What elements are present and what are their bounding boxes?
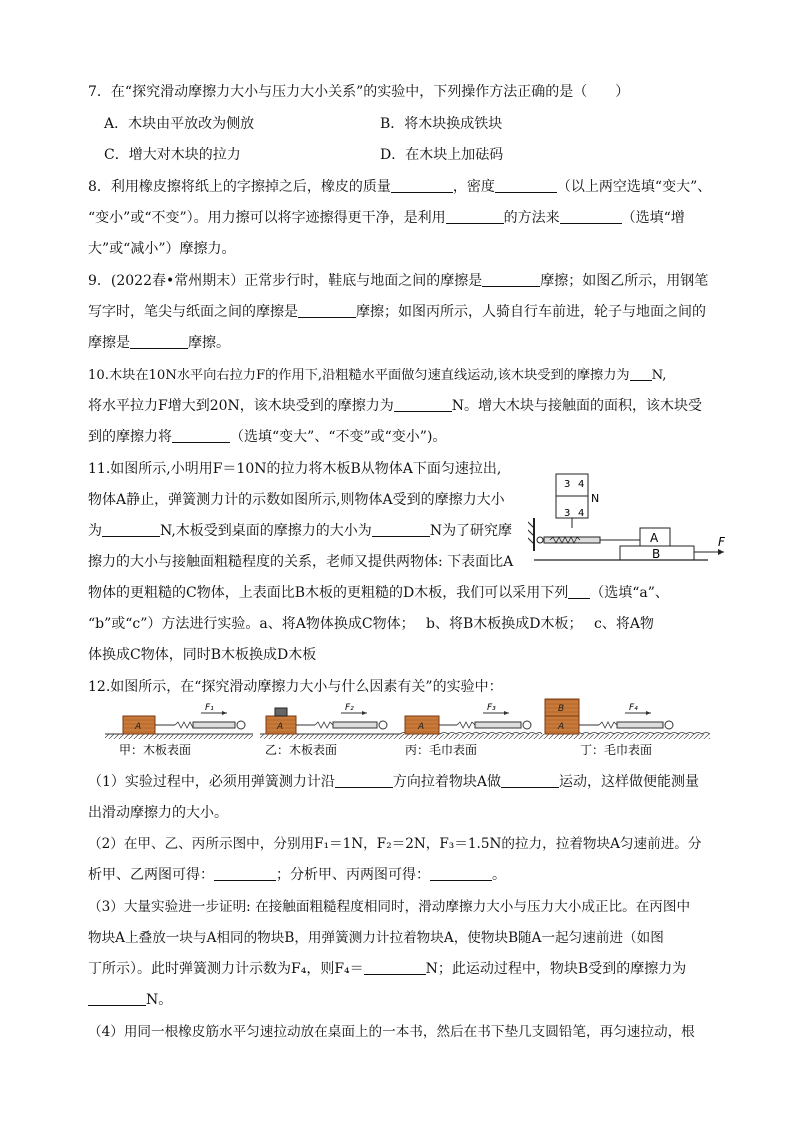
q7-option-d: D．在木块上加砝码	[380, 147, 504, 163]
q9-text: 摩擦；如图丙所示，人骑自行车前进，轮子与地面之间的	[356, 304, 706, 320]
spring-scale	[617, 722, 663, 728]
q12-text: （1）实验过程中，必须用弹簧测力计沿	[88, 774, 335, 790]
answer-blank[interactable]	[391, 177, 453, 193]
q10-text: N,	[651, 368, 667, 383]
answer-blank[interactable]	[214, 865, 276, 881]
q12-text: N。	[146, 992, 173, 1008]
q11-line-1: 11.如图所示,小明用F＝10N的拉力将木板B从物体A下面匀速拉出,	[88, 461, 502, 477]
q11-line-3	[88, 521, 512, 541]
scale-unit-label: N	[591, 492, 600, 505]
q9-line-2	[88, 302, 706, 322]
q9-text: 摩擦；如图乙所示，用钢笔	[540, 273, 709, 289]
board-surface	[105, 734, 253, 739]
answer-blank[interactable]	[364, 959, 426, 975]
answer-blank[interactable]	[430, 865, 492, 881]
answer-blank[interactable]	[372, 521, 430, 537]
spring-scale	[193, 722, 235, 728]
q11-text: N为了研究摩	[429, 523, 513, 539]
q7-option-a: A．木块由平放改为侧放	[104, 116, 255, 132]
answer-blank[interactable]	[335, 772, 393, 788]
figure-yi	[260, 703, 400, 757]
q10-text: 10.木块在10N水平向右拉力F的作用下,沿粗糙水平面做匀速直线运动,该木块受到的摩擦力为	[88, 368, 630, 383]
q12-part3-line-2: 物块A上叠放一块与A相同的物块B，用弹簧测力计拉着物块A，使物块B随A一起匀速前进（如图	[88, 930, 664, 946]
caption-yi: 乙：木板表面	[265, 743, 338, 757]
q11-text: 为	[88, 523, 102, 539]
q12-part1-line-2: 出滑动摩擦力的大小。	[88, 805, 228, 821]
q9-text: 摩擦。	[188, 335, 230, 351]
answer-blank[interactable]	[495, 177, 557, 193]
q12-text: ；分析甲、丙两图可得：	[276, 867, 430, 883]
force-label: F₄	[629, 703, 638, 713]
answer-blank[interactable]	[630, 365, 652, 381]
towel-surface	[400, 734, 550, 739]
board-b-label: B	[652, 547, 661, 561]
q9-text: 写字时，笔尖与纸面之间的摩擦是	[88, 304, 298, 320]
force-label: F₂	[345, 703, 354, 713]
q12-text: 运动，这样做便能测量	[559, 774, 700, 790]
q8-text: 的方法来	[503, 210, 560, 226]
q11-text: 物体的更粗糙的C物体，上表面比B木板的更粗糙的D木板，我们可以采用下列	[88, 585, 569, 601]
q12-part2-line-1: （2）在甲、乙、丙所示图中，分别用F₁＝1N，F₂＝2N，F₃＝1.5N的拉力，拉着物块A匀速前进。分	[88, 836, 702, 852]
q11-line-7: 体换成C物体，同时B木板换成D木板	[88, 647, 317, 663]
block-a-label: A	[135, 722, 142, 732]
q12-text: 方向拉着物块A做	[392, 774, 502, 790]
q8-line-2	[88, 208, 685, 228]
q12-text: 丁所示）。此时弹簧测力计示数为F₄，则F₄＝	[88, 961, 364, 977]
q12-part1-line-1	[88, 772, 699, 792]
scale-tick-label: 3	[564, 508, 571, 519]
force-label: F	[718, 535, 725, 549]
figure-bing	[400, 703, 550, 757]
block-a-label: A	[558, 722, 565, 732]
caption-ding: 丁：毛巾表面	[580, 743, 653, 757]
q8-line-1	[88, 177, 711, 197]
q12-part2-line-2	[88, 865, 506, 885]
caption-bing: 丙：毛巾表面	[405, 743, 478, 757]
q11-line-2: 物体A静止，弹簧测力计的示数如图所示,则物体A受到的摩擦力大小	[88, 492, 505, 508]
force-label: F₃	[487, 703, 496, 713]
caption-jia: 甲：木板表面	[119, 743, 192, 757]
q10-text: 到的摩擦力将	[88, 429, 172, 445]
q8-text: 8．利用橡皮擦将纸上的字擦掉之后，橡皮的质量	[88, 179, 391, 195]
q12-part3-line-4	[88, 990, 172, 1010]
answer-blank[interactable]	[482, 271, 540, 287]
q12-experiment-diagrams	[105, 698, 720, 760]
q11-text: （选填“a”、	[590, 585, 669, 601]
answer-blank[interactable]	[568, 583, 590, 599]
q8-text: （选填“增	[621, 210, 685, 226]
weight	[275, 708, 287, 716]
answer-blank[interactable]	[102, 521, 160, 537]
q9-line-1	[88, 271, 708, 291]
q10-text: N。增大木块与接触面的面积，该木块受	[451, 398, 703, 414]
q7-option-b: B．将木块换成铁块	[380, 116, 503, 132]
q11-line-5	[88, 583, 669, 603]
block-a-label: A	[650, 531, 659, 545]
q9-text: 9．(2022春•常州期末）正常步行时，鞋底与地面之间的摩擦是	[88, 273, 483, 289]
q12-text: 析甲、乙两图可得：	[88, 867, 214, 883]
q12-part3-line-1: （3）大量实验进一步证明: 在接触面粗糙程度相同时，滑动摩擦力大小与压力大小成正比。在丙图中	[88, 899, 691, 915]
answer-blank[interactable]	[501, 772, 559, 788]
q7-option-c: C．增大对木块的拉力	[104, 147, 241, 163]
q10-text: 将水平拉力F增大到20N，该木块受到的摩擦力为	[88, 398, 394, 414]
q9-text: 摩擦是	[88, 335, 130, 351]
figure-ding	[545, 699, 710, 757]
scale-tick-label: 4	[578, 508, 585, 519]
answer-blank[interactable]	[130, 333, 188, 349]
q8-line-3: 大”或“减小”）摩擦力。	[88, 241, 236, 257]
spring-scale	[333, 722, 377, 728]
block-a-label: A	[418, 722, 425, 732]
q12-part4-line-1: （4）用同一根橡皮筋水平匀速拉动放在桌面上的一本书，然后在书下垫几支圆铅笔，再匀速拉动，根	[88, 1024, 695, 1040]
q12-stem: 12.如图所示，在“探究滑动摩擦力大小与什么因素有关”的实验中：	[88, 679, 503, 695]
q11-line-4: 擦力的大小与接触面粗糙程度的关系，老师又提供两物体: 下表面比A	[88, 554, 514, 570]
towel-surface	[550, 734, 710, 739]
q10-line-1	[88, 365, 666, 386]
answer-blank[interactable]	[560, 208, 622, 224]
q10-line-3	[88, 427, 446, 447]
scale-tick-label: 4	[578, 479, 585, 490]
spring-scale	[475, 722, 521, 728]
q12-text: 。	[492, 867, 506, 883]
answer-blank[interactable]	[88, 990, 146, 1006]
scale-ring	[537, 537, 543, 543]
figure-jia	[105, 703, 253, 757]
q11-text: N,木板受到桌面的摩擦力的大小为	[160, 523, 372, 539]
q8-text: （以上两空选填“变大”、	[556, 179, 712, 195]
answer-blank[interactable]	[298, 302, 356, 318]
board-surface	[260, 734, 400, 739]
scale-tick-label: 3	[564, 479, 571, 490]
force-label: F₁	[205, 703, 214, 713]
q9-line-3	[88, 333, 230, 353]
q8-text: “变小”或“不变”）。用力擦可以将字迹擦得更干净，是利用	[88, 210, 446, 226]
q11-line-6: “b”或“c”）方法进行实验。a、将A物体换成C物体； b、将B木板换成D木板； c、将A物	[88, 616, 654, 632]
block-b-label: B	[558, 704, 565, 714]
q10-line-2	[88, 396, 702, 416]
answer-blank[interactable]	[446, 208, 504, 224]
q12-part3-line-3	[88, 959, 686, 979]
q8-text: ，密度	[452, 179, 495, 195]
q11-spring-scale-diagram	[528, 466, 738, 561]
block-a-label: A	[277, 722, 284, 732]
q7-stem: 7．在“探究滑动摩擦力大小与压力大小关系”的实验中，下列操作方法正确的是（ ）	[88, 84, 630, 100]
q10-text: （选填“变大”、“不变”或“变小”)。	[230, 429, 447, 445]
answer-blank[interactable]	[394, 396, 452, 412]
q12-text: N；此运动过程中，物块B受到的摩擦力为	[425, 961, 687, 977]
answer-blank[interactable]	[172, 427, 230, 443]
